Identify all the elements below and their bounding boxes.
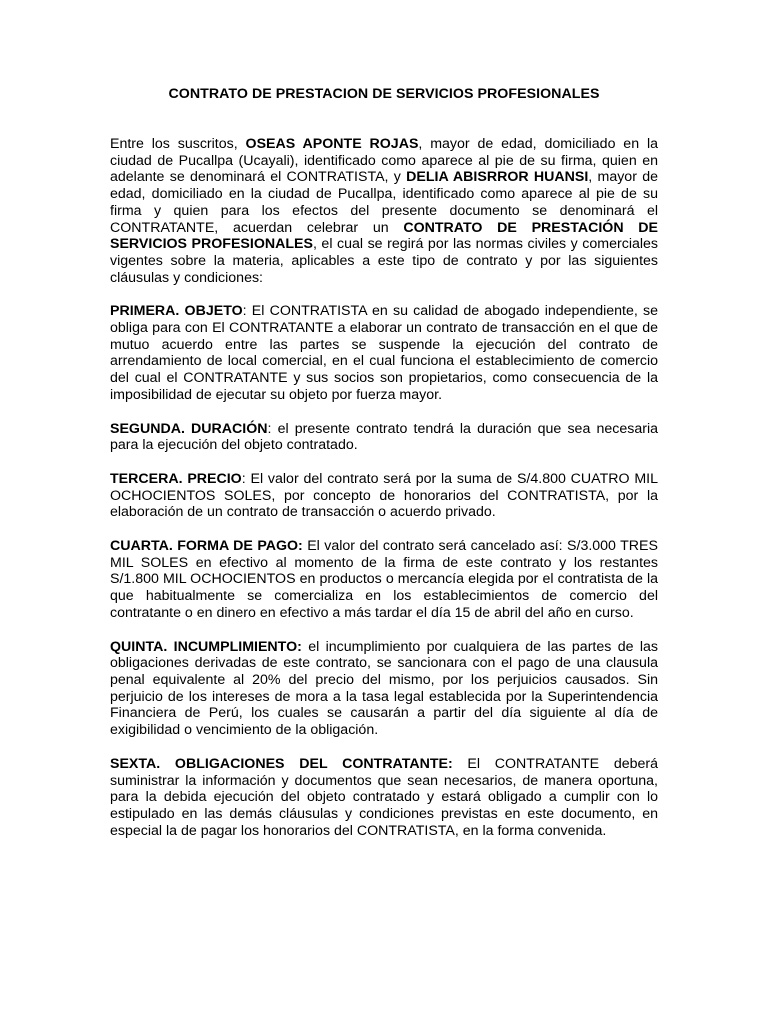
document-title: CONTRATO DE PRESTACION DE SERVICIOS PROFESIONALES: [168, 86, 600, 102]
clause-heading: SEXTA. OBLIGACIONES DEL CONTRATANTE:: [110, 755, 453, 772]
clause-segunda: [110, 421, 658, 454]
clause-text: el incumplimiento por cualquiera de las partes de las obligaciones derivadas de este contrato, se sancionara con el pago de una clausula penal equivalente al 20% del precio del mismo, por los perjuicios causados. Sin perjuicio de los intereses de mora a la tasa legal establecida por la Superintendencia Financiera de Perú, los cuales se causarán a partir del día siguiente al día de exigibilidad o vencimiento de la obligación.: [110, 638, 658, 739]
clause-heading: QUINTA. INCUMPLIMIENTO:: [110, 638, 302, 655]
contratante-name: DELIA ABISRROR HUANSI: [406, 169, 589, 186]
clause-quinta: [110, 639, 658, 739]
clause-tercera: [110, 471, 658, 521]
clause-heading: PRIMERA. OBJETO: [110, 303, 243, 320]
contract-name: CONTRATO DE PRESTACIÓN DE SERVICIOS PROFESIONALES: [110, 219, 658, 253]
document-body: [110, 136, 658, 856]
contratista-name: OSEAS APONTE ROJAS: [245, 136, 419, 152]
clause-text: : El CONTRATISTA en su calidad de abogado independiente, se obliga para con El CONTRATANTE a elaborar un contrato de transacción en el que de mutuo acuerdo entre las partes se suspende la ejecución del contrato de arrendamiento de local comercial, en el cual funciona el establecimiento de comercio del cual el CONTRATANTE y sus socios son propietarios, como consecuencia de la imposibilidad de ejecutar su objeto por fuerza mayor.: [110, 303, 659, 403]
clause-primera: [110, 303, 658, 403]
intro-text-4: , el cual se regirá por las normas civiles y comerciales vigentes sobre la materia, aplicables a este tipo de contrato y por las siguientes cláusulas y condiciones:: [110, 236, 658, 286]
clause-cuarta: [110, 538, 658, 622]
clause-heading: SEGUNDA. DURACIÓN: [110, 420, 268, 437]
intro-paragraph: [110, 136, 658, 286]
clause-text: : El valor del contrato será por la suma de S/4.800 CUATRO MIL OCHOCIENTOS SOLES, por concepto de honorarios del CONTRATISTA, por la elaboración de un contrato de transacción o acuerdo privado.: [110, 470, 658, 521]
clause-heading: CUARTA. FORMA DE PAGO:: [110, 538, 303, 555]
clause-heading: TERCERA. PRECIO: [110, 470, 242, 487]
clause-text: : el presente contrato tendrá la duración que sea necesaria para la ejecución del objeto contratado.: [110, 420, 658, 454]
intro-text-2: , mayor de edad, domiciliado en la ciudad de Pucallpa (Ucayali), identificado como aparece al pie de su firma, quien en adelante se denominará el CONTRATISTA, y: [110, 136, 658, 186]
clause-sexta: [110, 756, 658, 840]
intro-text-1: Entre los suscritos,: [110, 136, 246, 152]
clause-text: El valor del contrato será cancelado así: S/3.000 TRES MIL SOLES en efectivo al momento de la firma de este contrato y los restantes S/1.800 MIL OCHOCIENTOS en productos o mercancía elegida por el contratista de la que habitualmente se comercializa en los establecimientos de comercio del contratante o en dinero en efectivo a más tardar el día 15 de abril del año en curso.: [110, 538, 658, 621]
clause-text: El CONTRATANTE deberá suministrar la información y documentos que sean necesarios, de manera oportuna, para la debida ejecución del objeto contratado y estará obligado a cumplir con lo estipulado en las demás cláusulas y condiciones previstas en este documento, en especial la de pagar los honorarios del CONTRATISTA, en la forma convenida.: [110, 755, 658, 839]
intro-text-3: , mayor de edad, domiciliado en la ciudad de Pucallpa, identificado como aparece al pie de su firma y quien para los efectos del presente documento se denominará el CONTRATANTE, acuerdan celebrar un: [110, 169, 658, 236]
